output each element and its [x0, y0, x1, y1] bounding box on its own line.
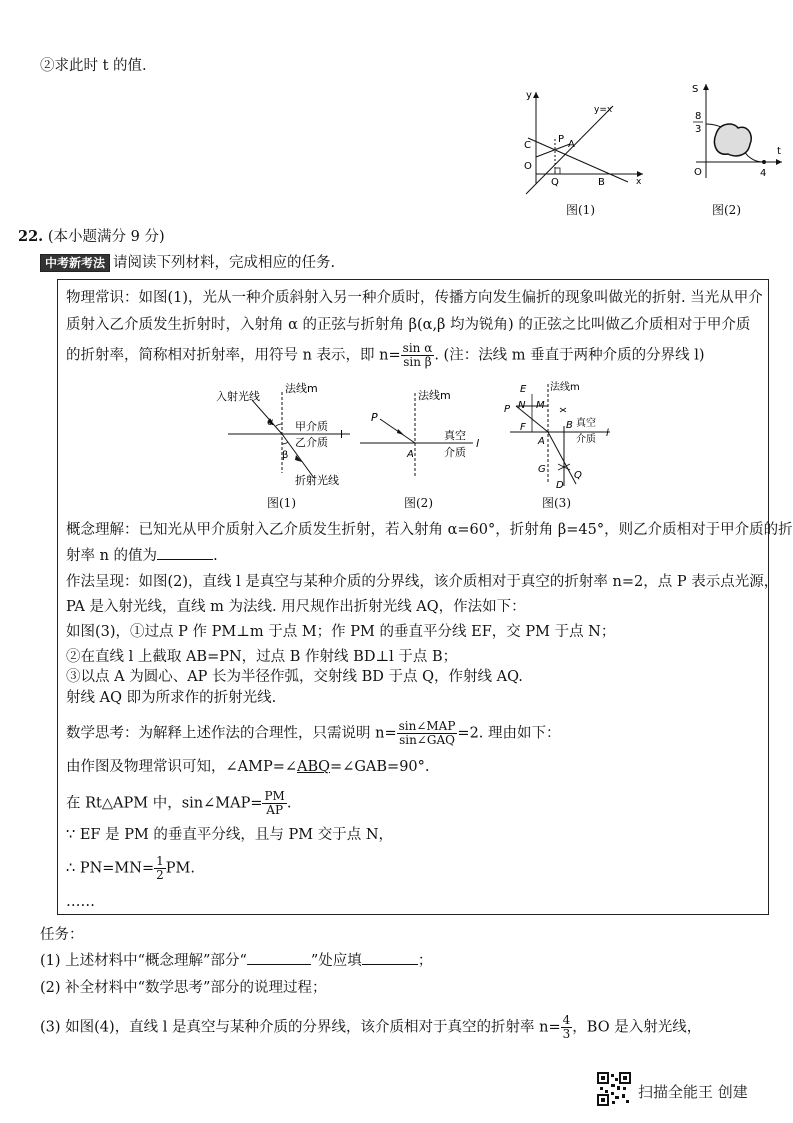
fig1-label-yx: y=x — [594, 105, 613, 115]
material-p1-line3-start: 的折射率，简称相对折射率，用符号 n 表示，即 n= — [66, 347, 401, 364]
task-3 — [40, 1014, 701, 1041]
figB-normal: 法线m — [418, 389, 451, 402]
figB-P: P — [371, 411, 378, 424]
tasks-title: 任务： — [40, 927, 84, 943]
figC-A: A — [538, 436, 545, 447]
task1-middle: ”处应填 — [310, 953, 362, 969]
material-p1-line3 — [66, 342, 705, 369]
q22-score: (本小题满分 9 分) — [47, 229, 165, 245]
top-figure-2 — [676, 78, 786, 193]
formula-numerator: sin α — [402, 341, 433, 355]
fig2-label-den: 3 — [695, 124, 702, 135]
q22-number: 22. — [18, 228, 44, 245]
fig2-label-S: S — [692, 84, 699, 95]
reason2-fraction — [262, 790, 286, 817]
material-figure-2 — [358, 385, 498, 485]
method-line3: 如图(3)，①过点 P 作 PM⊥m 于点 M；作 PM 的垂直平分线 EF，交 PM 于点 N； — [66, 624, 616, 640]
material-figure-3 — [500, 378, 630, 490]
top-question-line: ②求此时 t 的值. — [40, 58, 147, 74]
reason1-end: =∠GAB=90°. — [330, 759, 430, 775]
formula-denominator: sin β — [403, 355, 432, 369]
concept-line2 — [66, 546, 218, 566]
task1-blank-2[interactable] — [362, 964, 418, 965]
task-1 — [40, 951, 432, 971]
figC-vacuum: 真空 — [576, 418, 596, 429]
figC-N: N — [518, 400, 526, 411]
method-line5: ③以点 A 为圆心、AP 长为半径作弧，交射线 BD 于点 Q，作射线 AQ. — [66, 669, 523, 685]
figC-M: M — [536, 400, 545, 411]
fig1-label-C: C — [524, 140, 531, 151]
q22-header — [18, 227, 165, 247]
reason1-start: 由作图及物理常识可知，∠AMP=∠ — [66, 759, 298, 775]
figC-P: P — [504, 404, 511, 415]
figC-F: F — [520, 422, 526, 433]
figA-yi: 乙介质 — [295, 436, 328, 449]
task3-start: (3) 如图(4)，直线 l 是真空与某种介质的分界线，该介质相对于真空的折射率 n= — [40, 1019, 561, 1036]
fig1-label-Q: Q — [551, 177, 559, 188]
figA-l: l — [340, 428, 344, 441]
reason2-start: 在 Rt△APM 中，sin∠MAP= — [66, 795, 263, 812]
task3-fraction — [561, 1014, 573, 1041]
fig2-label-O: O — [694, 167, 702, 178]
task3-end: ，BO 是入射光线， — [572, 1019, 702, 1036]
top-figure-1 — [508, 84, 648, 214]
task3-numerator: 4 — [562, 1013, 571, 1027]
think-line-start: 数学思考：为解释上述作法的合理性，只需说明 n= — [66, 725, 397, 742]
figC-l: l — [606, 428, 609, 439]
think-denominator: sin∠GAQ — [399, 733, 455, 747]
think-fraction — [397, 720, 458, 747]
material-figure-1-caption: 图(1) — [267, 496, 296, 510]
refraction-formula — [401, 342, 435, 369]
material-figure-2-caption: 图(2) — [404, 496, 433, 510]
method-line6: 射线 AQ 即为所求作的折射光线. — [66, 690, 277, 706]
q22-tag: 中考新考法 — [40, 254, 110, 272]
material-figure-3-caption: 图(3) — [542, 496, 571, 510]
task1-end: ； — [417, 953, 433, 969]
reason4-start: ∴ PN=MN= — [66, 860, 155, 877]
reason4-numerator: 1 — [156, 854, 164, 868]
top-figure-1-caption: 图(1) — [566, 203, 595, 217]
think-line-end: =2. 理由如下： — [457, 725, 561, 742]
fig1-label-y: y — [526, 90, 532, 101]
fig1-label-x: x — [636, 177, 642, 187]
figC-medium: 介质 — [576, 434, 596, 445]
fig2-label-t: t — [777, 146, 781, 157]
reason4-fraction — [154, 855, 166, 882]
material-p1-line1: 物理常识：如图(1)，光从一种介质斜射入另一种介质时，传播方向发生偏折的现象叫做光的折射. 当光从甲介 — [66, 290, 763, 306]
figB-A: A — [407, 449, 414, 460]
reason4-end: PM. — [165, 860, 195, 877]
figB-medium: 介质 — [444, 446, 466, 459]
figA-incident: 入射光线 — [216, 390, 260, 403]
fig1-label-O: O — [524, 161, 532, 172]
figC-E: E — [520, 384, 527, 395]
method-line4: ②在直线 l 上截取 AB=PN，过点 B 作射线 BD⊥l 于点 B； — [66, 649, 458, 665]
fig2-label-num: 8 — [695, 111, 702, 122]
reason1-underlined: ABQ — [297, 759, 331, 775]
reason2-numerator: PM — [264, 789, 285, 803]
fig1-label-P: P — [558, 134, 565, 145]
figA-normal: 法线m — [285, 382, 318, 395]
figA-jia: 甲介质 — [295, 420, 328, 433]
qr-code-icon — [597, 1072, 631, 1106]
figC-G: G — [538, 464, 546, 475]
figA-alpha: α — [267, 417, 274, 428]
figC-B: B — [566, 420, 573, 431]
reason2-denominator: AP — [266, 803, 284, 817]
task3-denominator: 3 — [562, 1027, 571, 1041]
scanner-watermark: 扫描全能王 创建 — [638, 1083, 748, 1101]
figA-beta: β — [282, 450, 289, 461]
fig1-label-B: B — [598, 177, 605, 188]
concept-answer-blank[interactable] — [157, 559, 213, 560]
fig1-label-A: A — [568, 139, 575, 150]
top-figure-2-caption: 图(2) — [712, 203, 741, 217]
material-figure-1 — [210, 378, 360, 490]
reason-line1 — [66, 757, 430, 777]
q22-intro — [40, 253, 335, 273]
task-2: (2) 补全材料中“数学思考”部分的说理过程； — [40, 980, 327, 996]
reason-line2 — [66, 790, 291, 817]
material-p1-line3-end: . (注：法线 m 垂直于两种介质的分界线 l) — [434, 347, 705, 364]
think-line — [66, 720, 561, 747]
figB-vacuum: 真空 — [444, 429, 466, 442]
material-p1-line2: 质射入乙介质发生折射时，入射角 α 的正弦与折射角 β(α,β 均为锐角) 的正弦之比叫做乙介质相对于甲介质 — [66, 317, 751, 333]
reason4-denominator: 2 — [156, 868, 164, 882]
task1-start: (1) 上述材料中“概念理解”部分“ — [40, 953, 247, 969]
reason-line3: ∵ EF 是 PM 的垂直平分线，且与 PM 交于点 N， — [66, 827, 394, 843]
method-line2: PA 是入射光线，直线 m 为法线. 用尺规作出折射光线 AQ，作法如下： — [66, 599, 526, 615]
figB-l: l — [476, 437, 480, 450]
figC-normal: 法线m — [550, 382, 580, 393]
think-numerator: sin∠MAP — [398, 719, 456, 733]
concept-line1: 概念理解：已知光从甲介质射入乙介质发生折射，若入射角 α=60°，折射角 β=45°，则乙介质相对于甲介质的折 — [66, 522, 793, 538]
q22-intro-text: 请阅读下列材料，完成相应的任务. — [113, 255, 336, 271]
reason2-end: . — [286, 795, 292, 812]
fig2-label-4: 4 — [760, 168, 767, 179]
concept-line2-end: . — [213, 548, 218, 564]
method-line1: 作法呈现：如图(2)，直线 l 是真空与某种介质的分界线，该介质相对于真空的折射率 n=2，点 P 表示点光源， — [66, 574, 779, 590]
figC-Q: Q — [574, 470, 582, 481]
material-ellipsis: …… — [66, 894, 95, 910]
figA-refracted: 折射光线 — [295, 474, 339, 487]
task1-blank-1[interactable] — [247, 964, 311, 965]
reason-line4 — [66, 855, 195, 882]
concept-line2-text: 射率 n 的值为 — [66, 548, 158, 564]
figC-D: D — [556, 480, 564, 490]
